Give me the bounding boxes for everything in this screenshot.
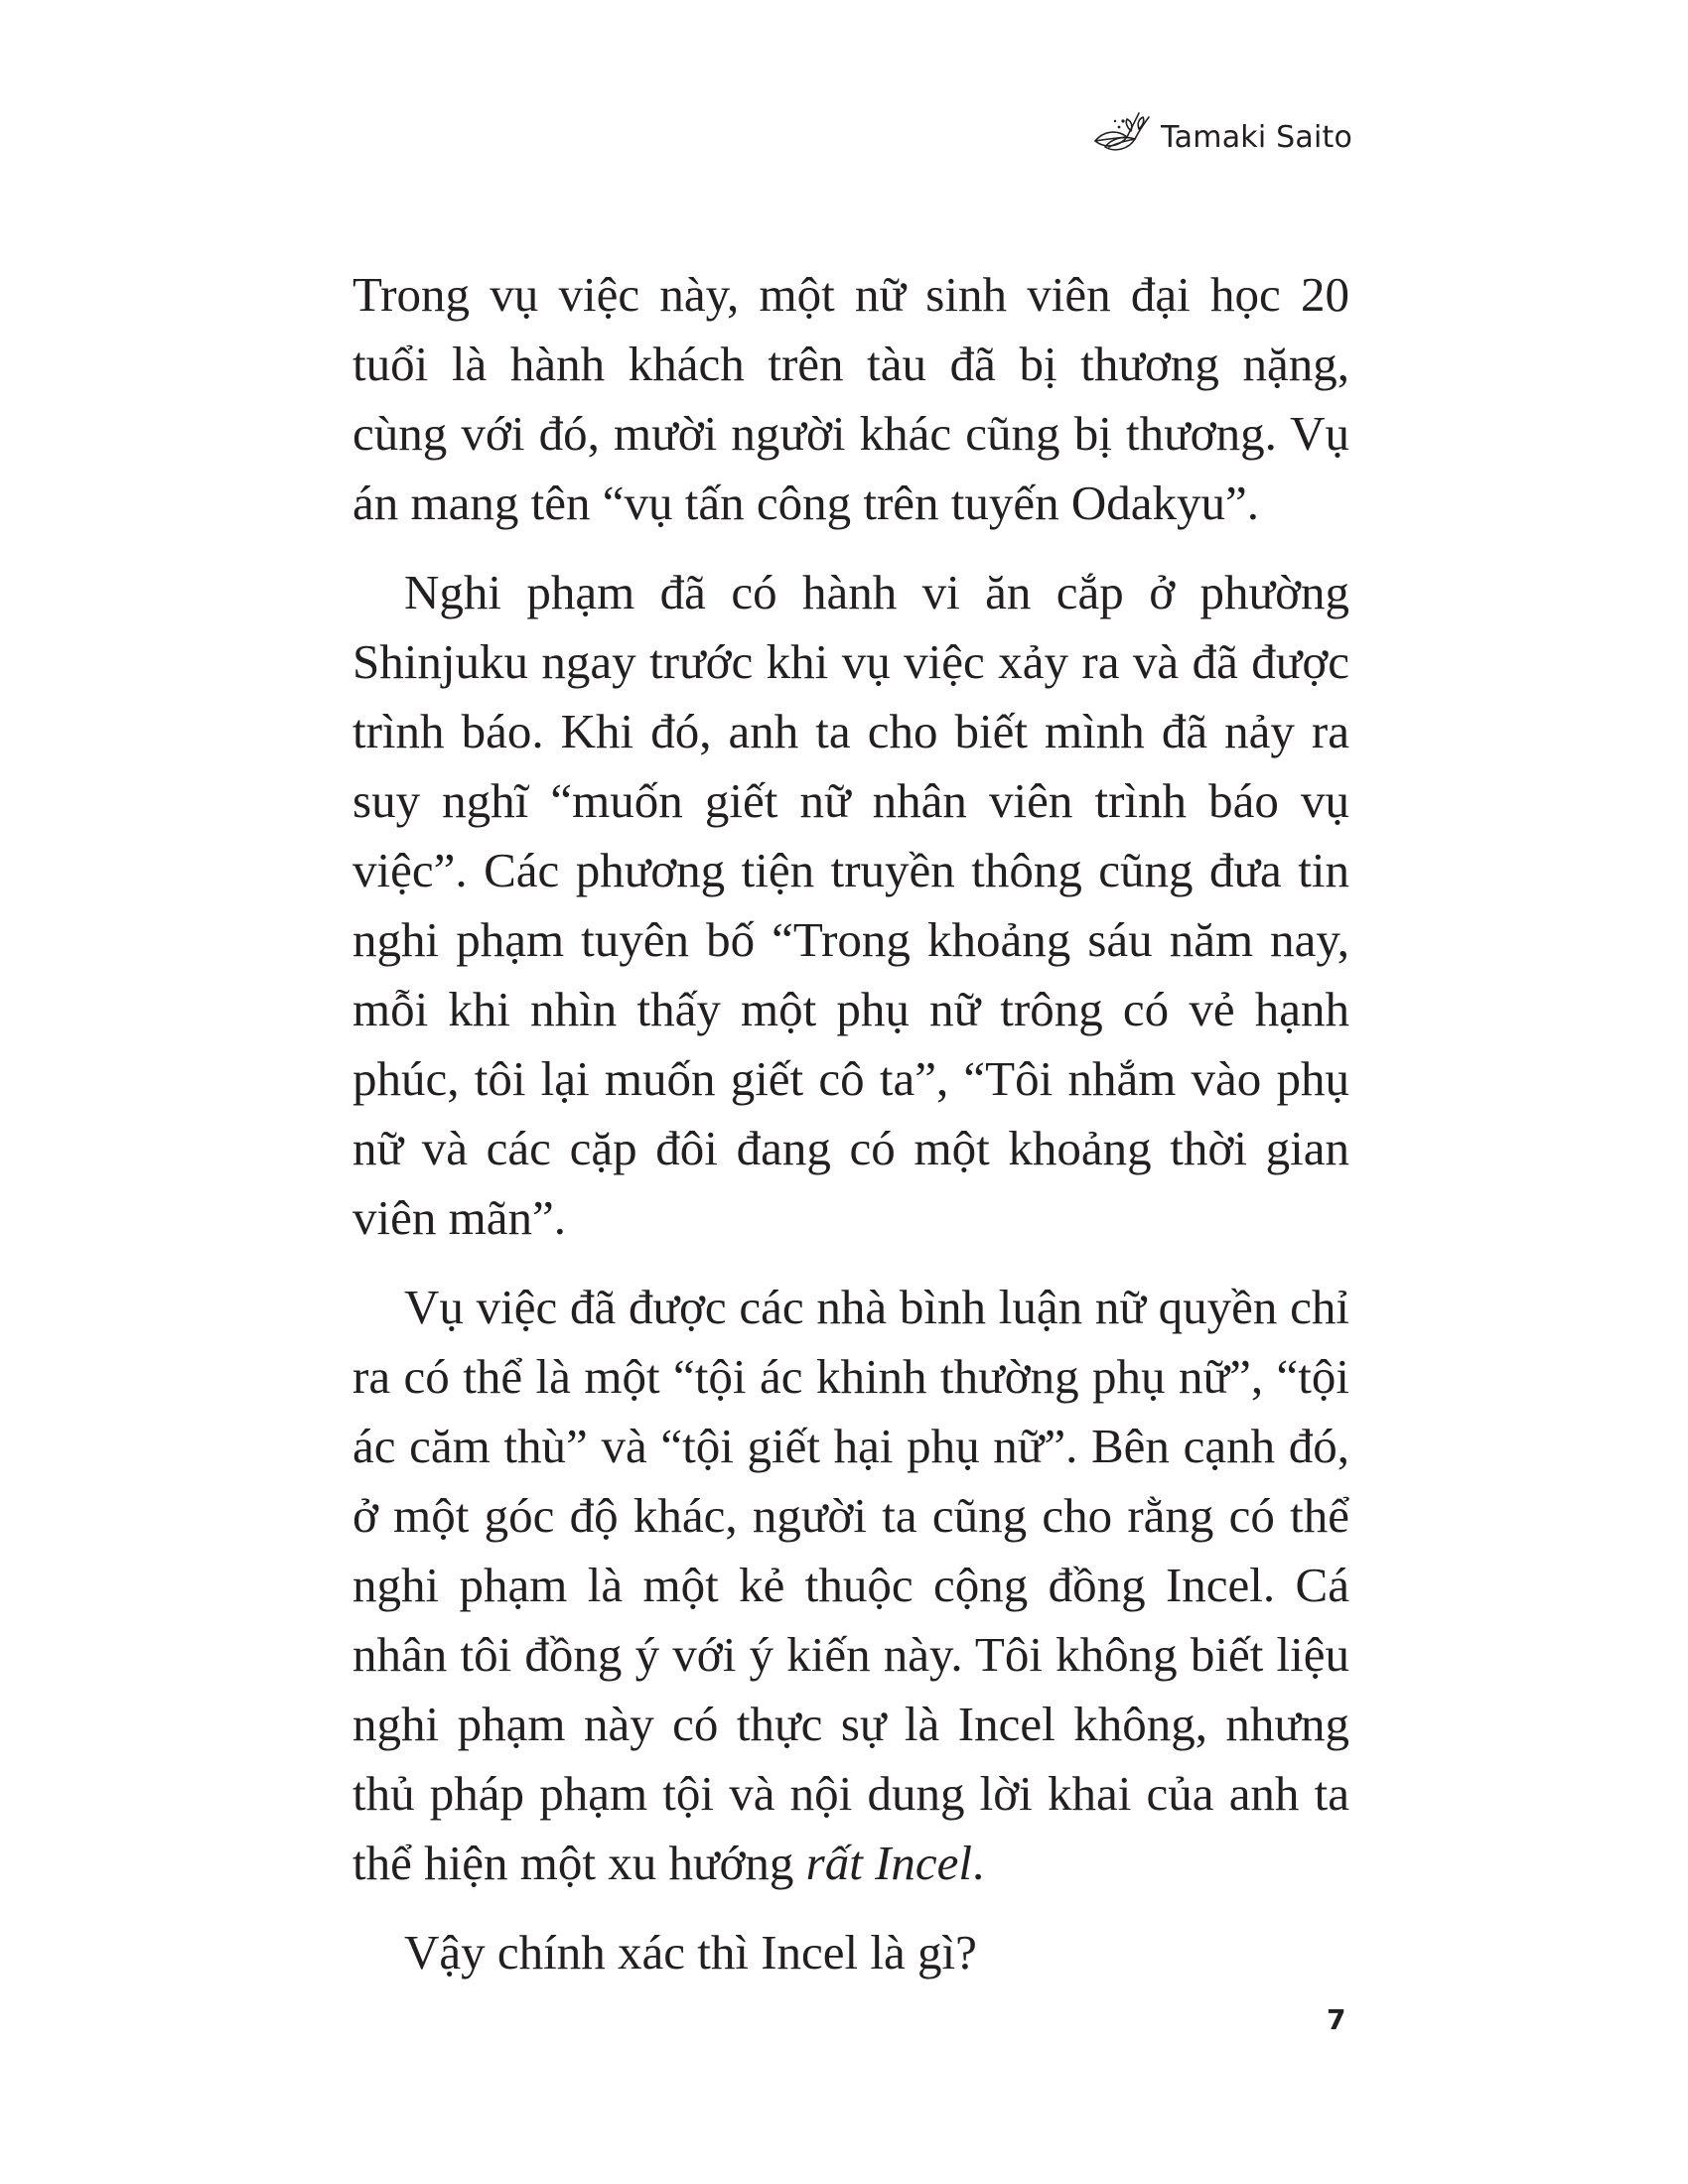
paragraph-text: Vụ việc đã được các nhà bình luận nữ quyền chỉ ra có thể là một “tội ác khinh thường phụ nữ”, “tội ác căm thù” và “tội giết hại phụ nữ”. Bên cạnh đó, ở một góc độ khác, người ta cũng cho rằng có thể nghi phạm là một kẻ thuộc cộng đồng Incel. Cá nhân tôi đồng ý với ý kiến này. Tôi không biết liệu nghi phạm này có thực sự là Incel không, nhưng thủ pháp phạm tội và nội dung lời khai của anh ta thể hiện một xu hướng (352, 1280, 1349, 1890)
paragraph-text: Trong vụ việc này, một nữ sinh viên đại học 20 tuổi là hành khách trên tàu đã bị thương nặng, cùng với đó, mười người khác cũng bị thương. Vụ án mang tên “vụ tấn công trên tuyến Odakyu”. (352, 267, 1349, 530)
paragraph (352, 260, 1349, 538)
emphasis-text: rất Incel (805, 1836, 973, 1890)
paragraph-text: Vậy chính xác thì Incel là gì? (404, 1925, 977, 1979)
body-text (352, 260, 1349, 2007)
page-number: 7 (1327, 2003, 1346, 2036)
author-name: Tamaki Saito (1161, 119, 1352, 155)
paragraph (352, 558, 1349, 1253)
paragraph (352, 1273, 1349, 1898)
running-header (1091, 107, 1352, 157)
paragraph (352, 1918, 1349, 1987)
paragraph-text: Nghi phạm đã có hành vi ăn cắp ở phường Shinjuku ngay trước khi vụ việc xảy ra và đã được trình báo. Khi đó, anh ta cho biết mình đã nảy ra suy nghĩ “muốn giết nữ nhân viên trình báo vụ việc”. Các phương tiện truyền thông cũng đưa tin nghi phạm tuyên bố “Trong khoảng sáu năm nay, mỗi khi nhìn thấy một phụ nữ trông có vẻ hạnh phúc, tôi lại muốn giết cô ta”, “Tôi nhắm vào phụ nữ và các cặp đôi đang có một khoảng thời gian viên mãn”. (352, 565, 1349, 1245)
paragraph-end: . (972, 1836, 985, 1890)
leaf-sprig-icon (1091, 107, 1153, 157)
